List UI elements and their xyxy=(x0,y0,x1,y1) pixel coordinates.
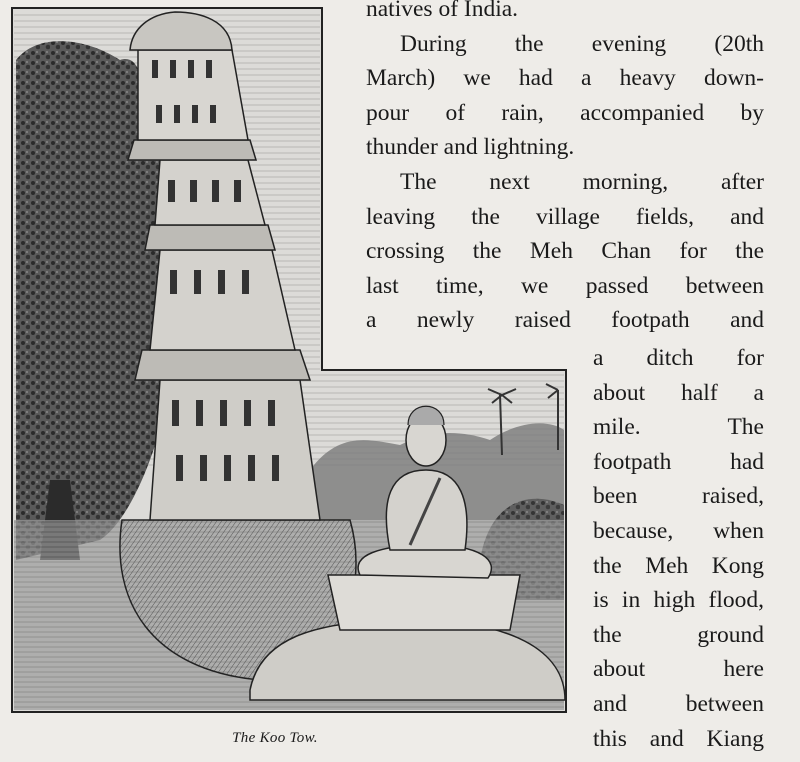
text-line: about half a xyxy=(593,379,764,406)
text-line: crossing the Meh Chan for the xyxy=(366,238,764,265)
text-line: footpath had xyxy=(593,448,764,475)
text-line: leaving the village fields, and xyxy=(366,203,764,230)
text-line: because, when xyxy=(593,517,764,544)
text-line: last time, we passed between xyxy=(366,272,764,299)
text-line: During the evening (20th xyxy=(400,30,764,57)
text-line: thunder and lightning. xyxy=(366,134,575,161)
text-line: and between xyxy=(593,690,764,717)
text-line: The next morning, after xyxy=(400,168,764,195)
body-text-upper xyxy=(366,0,764,338)
text-line: a newly raised footpath and xyxy=(366,307,764,334)
text-line: is in high flood, xyxy=(593,587,764,614)
text-line: natives of India. xyxy=(366,0,519,22)
figure-caption: The Koo Tow. xyxy=(232,730,318,746)
text-line: mile. The xyxy=(593,414,764,441)
text-line: the ground xyxy=(593,621,764,648)
text-line: a ditch for xyxy=(593,345,764,371)
text-line: about here xyxy=(593,656,764,683)
text-line: this and Kiang xyxy=(593,725,764,752)
text-line: been raised, xyxy=(593,483,764,510)
text-line: pour of rain, accompanied by xyxy=(366,99,764,126)
body-text-lower xyxy=(593,341,764,756)
text-line: March) we had a heavy down- xyxy=(366,65,764,92)
text-line: the Meh Kong xyxy=(593,552,764,579)
